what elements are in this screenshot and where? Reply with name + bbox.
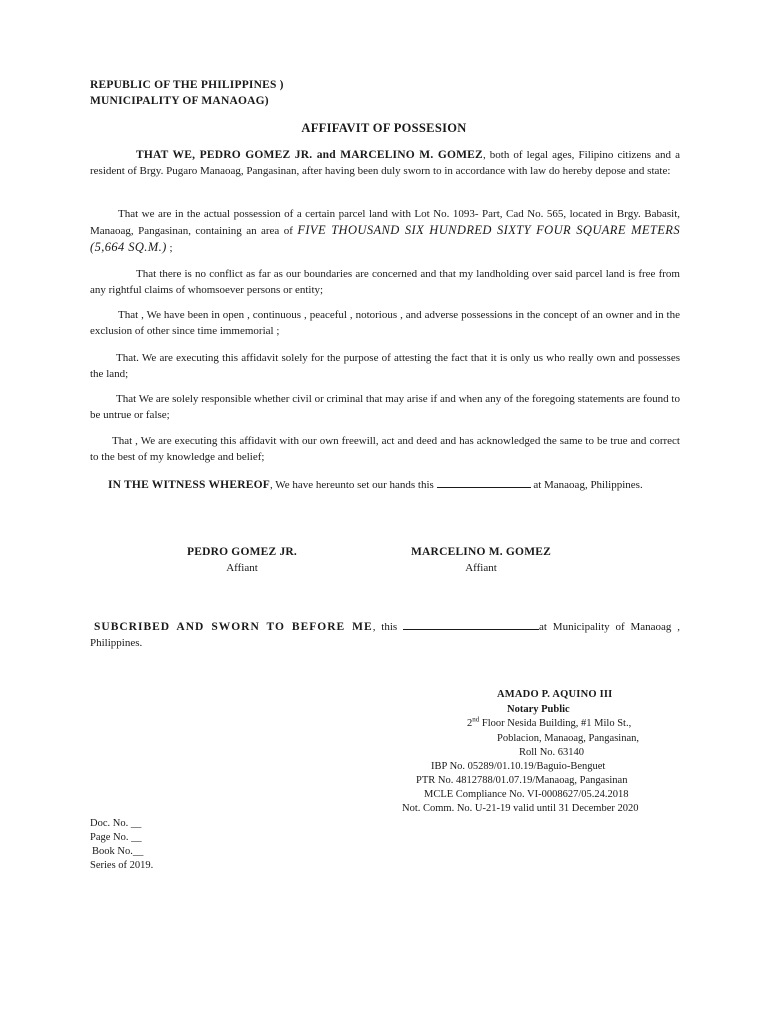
witness-clause [90,476,680,493]
freewill-text: That , We are executing this affidavit with our own freewill, act and deed and has acknowledged the same to be true and correct to the best of my knowledge and belief; [90,435,680,463]
intro-affiants: THAT WE, PEDRO GOMEZ JR. and MARCELINO M. GOMEZ [136,149,483,161]
document-title: AFFIFAVIT OF POSSESION [301,121,467,135]
book-number: Book No.__ [92,846,144,857]
possession-end: ; [166,242,173,254]
doc-number: Doc. No. __ [90,818,142,829]
signatory-1-role: Affiant [226,562,258,574]
notary-commission: Not. Comm. No. U-21-19 valid until 31 December 2020 [402,803,639,814]
notary-roll: Roll No. 63140 [519,747,585,758]
notary-address-1: 2nd Floor Nesida Building, #1 Milo St., [467,715,632,729]
paragraph-open-possession [90,307,680,339]
signatory-2-role: Affiant [465,562,497,574]
signatory-1-name: PEDRO GOMEZ JR. [186,546,297,558]
notary-name: AMADO P. AQUINO III [497,689,613,700]
intro-text: , both of legal ages, Filipino citizens and a resident of Brgy. Pugaro Manaoag, Pangasinan, after having been duly sworn to in accordance with law do hereby depose and state: [90,149,680,177]
possession-text: That we are in the actual possession of a certain parcel land with Lot No. 1093- Part, Cad No. 565, located in Brgy. Babasit, Manaoag, Pangasinan, containing an area of [90,208,680,237]
notary-ptr: PTR No. 4812788/01.07.19/Manaoag, Pangasinan [416,775,628,786]
paragraph-no-conflict [90,266,680,298]
intro-paragraph [90,147,680,179]
open-possession-text: That , We have been in open , continuous , peaceful , notorious , and adverse possessions in the concept of an owner and in the exclusion of other since time immemorial ; [90,309,680,337]
notary-title: Notary Public [507,704,570,715]
jurat-clause [90,618,680,651]
paragraph-freewill [90,433,680,465]
witness-text-after: at Manaoag, Philippines. [530,479,643,491]
document-header [90,77,490,109]
signatory-2 [396,544,566,576]
notary-ibp: IBP No. 05289/01.10.19/Baguio-Benguet [431,761,606,772]
header-municipality: MUNICIPALITY OF MANAOAG) [90,95,269,107]
paragraph-purpose [90,350,680,382]
page-number: Page No. __ [90,832,142,843]
paragraph-possession [90,206,680,256]
series-year: Series of 2019. [90,860,154,871]
responsibility-text: That We are solely responsible whether civil or criminal that may arise if and when any of the foregoing statements are found to be untrue or false; [90,393,680,421]
jurat-lead: SUBCRIBED AND SWORN TO BEFORE ME [94,621,373,633]
no-conflict-text: That there is no conflict as far as our boundaries are concerned and that my landholding over said parcel land is free from any rightful claims of whomsoever persons or entity; [90,268,680,296]
jurat-text-before: , this [372,621,404,633]
witness-date-blank[interactable] [437,476,531,488]
witness-text-before: , We have hereunto set our hands this [269,479,437,491]
jurat-text-after: at Municipality of Manaoag , Philippines. [90,621,680,649]
paragraph-responsibility [90,391,680,423]
witness-lead: IN THE WITNESS WHEREOF [108,479,270,491]
signatory-2-name: MARCELINO M. GOMEZ [411,546,551,558]
notary-mcle: MCLE Compliance No. VI-0008627/05.24.2018 [424,789,629,800]
jurat-date-blank[interactable] [403,618,539,630]
notary-address-2: Poblacion, Manaoag, Pangasinan, [497,733,640,744]
possession-area: FIVE THOUSAND SIX HUNDRED SIXTY FOUR SQUARE METERS (5,664 SQ.M.) [90,223,680,254]
header-republic: REPUBLIC OF THE PHILIPPINES ) [90,79,284,91]
signatory-1 [172,544,312,576]
purpose-text: That. We are executing this affidavit solely for the purpose of attesting the fact that it is only us who really own and possesses the land; [90,352,680,380]
